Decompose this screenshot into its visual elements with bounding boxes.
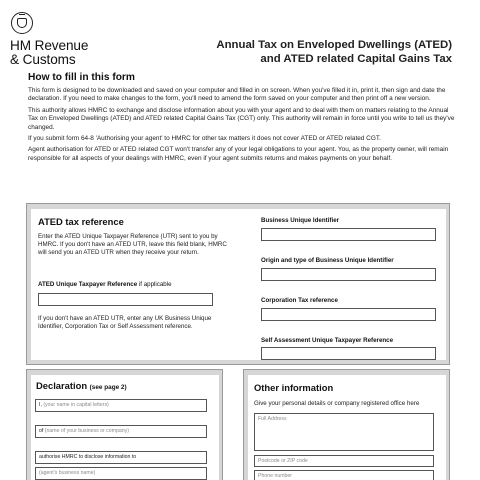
ated-reference-panel: [31, 209, 446, 360]
declaration-title: [36, 380, 127, 391]
sa-utr-label: Self Assessment Unique Taxpayer Reference: [261, 337, 394, 344]
no-utr-note: If you don't have an ATED UTR, enter any UK Business Unique Identifier, Corporation Tax or Self Assessment reference.: [38, 315, 212, 330]
sa-utr-field[interactable]: [261, 347, 436, 360]
org-name-line1: HM Revenue: [10, 38, 89, 53]
ated-utr-field[interactable]: [38, 293, 213, 306]
authorise-statement: authorise HMRC to disclose information to: [35, 451, 207, 464]
declarant-placeholder: (your name in capital letters): [41, 402, 109, 408]
identifier-origin-field[interactable]: [261, 268, 436, 281]
intro-paragraph: If you submit form 64-8 'Authorising your agent' to HMRC for other tax matters it does not cover ATED or ATED related CGT.: [28, 135, 381, 143]
declarant-prefix: I,: [39, 402, 42, 408]
other-information-section: [243, 369, 450, 480]
ated-reference-title: ATED tax reference: [38, 216, 124, 227]
intro-paragraph: Agent authorisation for ATED or ATED related CGT won't transfer any of your legal obligations to your agent. You, as the property owner, will remain responsible for all aspects of your dealings with HMRC, even if your agent submits returns and makes payments on your behalf.: [28, 146, 449, 162]
other-information-instruction: Give your personal details or company registered office here: [254, 400, 420, 407]
business-unique-identifier-label: Business Unique Identifier: [261, 217, 340, 224]
business-name-field[interactable]: [35, 425, 207, 438]
ated-reference-section: [26, 203, 450, 365]
how-to-fill-heading: How to fill in this form: [28, 72, 135, 83]
intro-paragraph: This authority allows HMRC to exchange and disclose information about you with your agent and to deal with them on matters relating to the Annual Tax on Enveloped Dwellings (ATED) and ATED related Capital Gains Tax (CGT) only. This authority will remain in force until you write to tell us they've changed.: [28, 106, 455, 131]
full-address-field[interactable]: Full Address: [254, 413, 434, 451]
ated-utr-label: [38, 281, 172, 288]
how-to-fill-text: [28, 87, 456, 166]
document-title-line1: Annual Tax on Enveloped Dwellings (ATED): [216, 39, 452, 51]
royal-crest-icon: [11, 12, 33, 34]
corporation-tax-reference-label: Corporation Tax reference: [261, 297, 338, 304]
corporation-tax-reference-field[interactable]: [261, 308, 436, 321]
declaration-title-text: Declaration: [36, 380, 88, 391]
ated-utr-label-text: ATED Unique Taxpayer Reference: [38, 281, 138, 288]
ated-utr-label-suffix: if applicable: [137, 281, 172, 288]
declarant-name-field[interactable]: [35, 399, 207, 412]
declaration-section: [26, 369, 223, 480]
declaration-title-sub: (see page 2): [89, 384, 127, 391]
agent-name-field[interactable]: (agent's business name): [35, 467, 207, 480]
identifier-origin-label: Origin and type of Business Unique Identifier: [261, 257, 394, 264]
document-title: [152, 38, 452, 66]
business-prefix: of: [39, 428, 44, 434]
org-name-line2: & Customs: [10, 52, 76, 67]
other-information-panel: [248, 375, 446, 480]
ated-reference-intro: Enter the ATED Unique Taxpayer Reference (UTR) sent to you by HMRC. If you don't have an ATED UTR, leave this field blank, HMRC will send you an ATED UTR when they receive your return.: [38, 233, 227, 256]
business-placeholder: (name of your business or company): [43, 428, 129, 434]
other-information-title: Other information: [254, 382, 334, 393]
declaration-panel: [31, 375, 219, 480]
hmrc-logo: [10, 12, 90, 67]
phone-number-field[interactable]: Phone number: [254, 470, 434, 480]
postcode-field[interactable]: Postcode or ZIP code: [254, 455, 434, 467]
business-unique-identifier-field[interactable]: [261, 228, 436, 241]
document-title-line2: and ATED related Capital Gains Tax: [260, 53, 452, 65]
intro-paragraph: This form is designed to be downloaded and saved on your computer and filled in on screen. When you've filled it in, print it, then sign and date the declaration. If you need to make changes to the form, you'll need to amend the form saved on your computer and then print off a new version.: [28, 87, 446, 103]
